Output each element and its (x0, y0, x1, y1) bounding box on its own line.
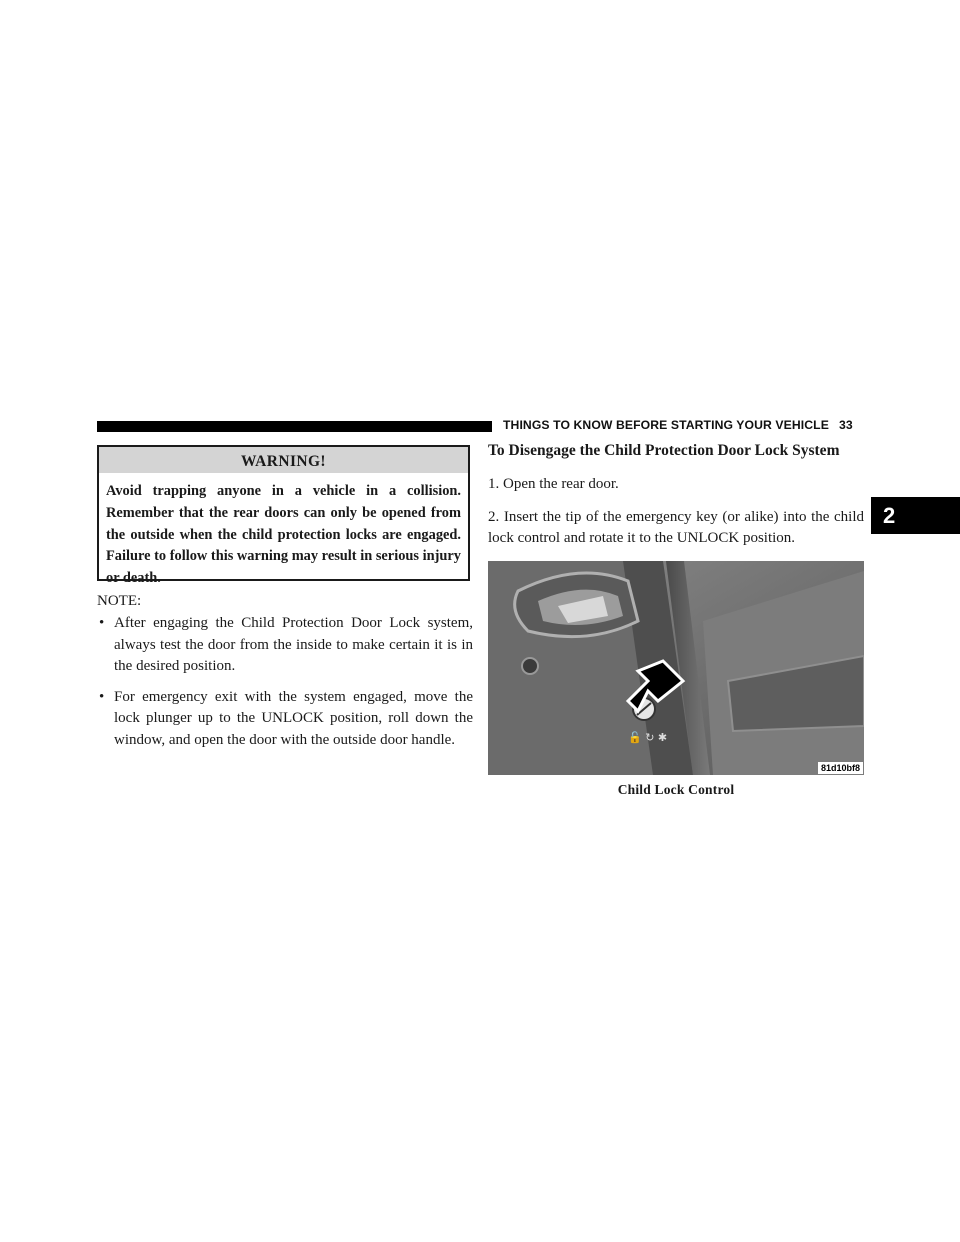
bullet-icon: • (99, 688, 105, 705)
running-header (503, 418, 853, 432)
bullet-icon: • (99, 615, 105, 631)
warning-heading: WARNING! (99, 447, 468, 473)
note-item (97, 687, 473, 752)
header-rule (97, 421, 492, 432)
figure-caption: Child Lock Control (617, 782, 735, 797)
note-item-text: For emergency exit with the system engaged, move the lock plunger up to the UNLOCK position, roll down the window, and open the door with the outside door handle. (114, 688, 473, 748)
section-title: To Disengage the Child Protection Door Lock System (488, 442, 840, 459)
image-code: 81d10bf8 (818, 762, 863, 774)
page-number: 33 (838, 418, 853, 432)
step-1: 1. Open the rear door. (488, 476, 619, 492)
disengage-section (488, 441, 864, 550)
svg-text:🔓 ↻ ✱: 🔓 ↻ ✱ (628, 731, 668, 744)
door-illustration (488, 561, 864, 775)
step-2: 2. Insert the tip of the emergency key (or alike) into the child lock control and rotate it to the UNLOCK position. (488, 508, 864, 546)
note-item (97, 613, 473, 678)
note-label: NOTE: (97, 593, 142, 609)
chapter-tab: 2 (871, 497, 960, 534)
note-item-text: After engaging the Child Protection Door Lock system, always test the door from the inside to make certain it is in the desired position. (114, 615, 473, 674)
header-title: THINGS TO KNOW BEFORE STARTING YOUR VEHICLE (503, 418, 829, 432)
warning-box (97, 445, 470, 587)
note-list (97, 613, 473, 760)
child-lock-photo (488, 561, 864, 775)
warning-text: Avoid trapping anyone in a vehicle in a collision. Remember that the rear doors can only be opened from the outside when the child protection locks are engaged. Failure to follow this warning may result in serious injury or death. (106, 483, 461, 587)
